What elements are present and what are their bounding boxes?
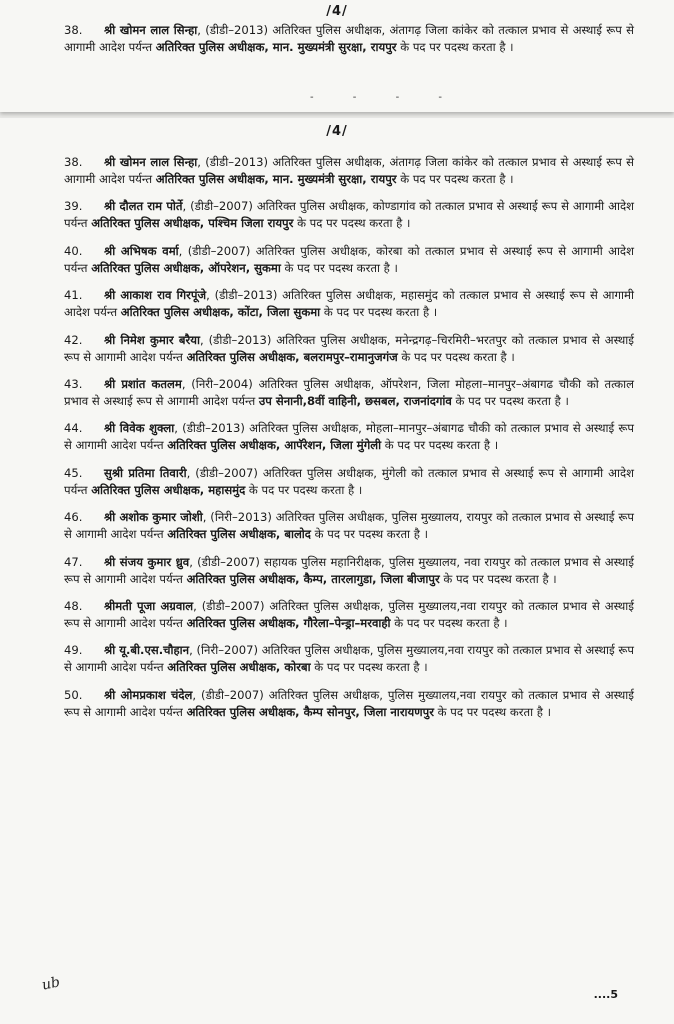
officer-name: सुश्री प्रतिमा तिवारी — [104, 465, 187, 480]
order-entry — [64, 198, 634, 232]
entry-end: के पद पर पदस्थ करता है । — [310, 660, 428, 675]
main-sheet — [0, 118, 674, 1024]
entry-end: के पद पर पदस्थ करता है । — [451, 393, 569, 408]
posting-text: अतिरिक्त पुलिस अधीक्षक, पश्चिम जिला रायपुर — [91, 216, 294, 231]
officer-name: श्री प्रशांत कतलम — [104, 376, 182, 391]
entry-number: 38. — [64, 155, 83, 169]
entry-text: , (डीडी–2007) अतिरिक्त पुलिस अधीक्षक, पुलिस मुख्यालय,नवा रायपुर को तत्काल प्रभाव से अस्थाई रूप से आगामी आदेश पर्यन्त — [64, 687, 634, 719]
entry-text: , (डीडी–2013) अतिरिक्त पुलिस अधीक्षक, मोहला–मानपुर–अंबागढ चौकी को तत्काल प्रभाव से अस्थाई रूप से आगामी आदेश पर्यन्त — [64, 421, 635, 453]
order-entry — [64, 642, 634, 676]
entry-text: , (डीडी–2013) अतिरिक्त पुलिस अधीक्षक, अंतागढ़ जिला कांकेर को तत्काल प्रभाव से अस्थाई रूप से आगामी आदेश पर्यन्त — [64, 155, 634, 186]
posting-text: अतिरिक्त पुलिस अधीक्षक, कोंटा, जिला सुकमा — [120, 305, 321, 320]
entry-end: के पद पर पदस्थ करता है । — [381, 438, 499, 453]
officer-name: श्री अभिषक वर्मा — [104, 243, 179, 258]
order-entry — [64, 554, 634, 588]
entry-number: 42. — [64, 332, 83, 347]
officer-name: श्री ओमप्रकाश चंदेल — [104, 687, 193, 702]
entry-number: 45. — [64, 465, 83, 480]
order-entry — [64, 332, 634, 366]
entry-number: 46. — [64, 510, 83, 525]
officer-name: श्रीमती पूजा अग्रवाल — [104, 598, 194, 613]
posting-text: अतिरिक्त पुलिस अधीक्षक, कैम्प, तारलागुडा, जिला बीजापुर — [186, 571, 440, 586]
entry-number: 49. — [64, 643, 83, 658]
entry-text: , (निरी–2007) अतिरिक्त पुलिस अधीक्षक, पुलिस मुख्यालय,नवा रायपुर को तत्काल प्रभाव से अस्थाई रूप से आगामी आदेश पर्यन्त — [64, 643, 634, 675]
order-list — [64, 154, 634, 731]
officer-name: श्री संजय कुमार ध्रुव — [104, 554, 190, 569]
entry-number: 44. — [64, 421, 83, 436]
entry-text: , (डीडी–2007) अतिरिक्त पुलिस अधीक्षक, कोण्डागांव को तत्काल प्रभाव से अस्थाई रूप से आगामी आदेश पर्यन्त — [64, 199, 634, 231]
entry-end: के पद पर पदस्थ करता है । — [434, 704, 552, 719]
posting-text: अतिरिक्त पुलिस अधीक्षक, मान. मुख्यमंत्री सुरक्षा, रायपुर — [155, 172, 397, 186]
entry-text: , (डीडी–2013) अतिरिक्त पुलिस अधीक्षक, मनेन्द्रगढ़–चिरमिरी–भरतपुर को तत्काल प्रभाव से अस्थाई रूप से आगामी आदेश पर्यन्त — [64, 332, 634, 364]
entry-end: के पद पर पदस्थ करता है । — [396, 172, 514, 186]
entry-text: , (डीडी–2013) अतिरिक्त पुलिस अधीक्षक, अंतागढ़ जिला कांकेर को तत्काल प्रभाव से अस्थाई रूप से आगामी आदेश पर्यन्त — [64, 23, 634, 54]
entry-number: 50. — [64, 687, 83, 702]
order-entry — [64, 420, 634, 454]
officer-name: श्री दौलत राम पोर्ते — [104, 199, 183, 214]
entry-number: 47. — [64, 554, 83, 569]
entry-end: के पद पर पदस्थ करता है । — [280, 260, 398, 275]
posting-text: अतिरिक्त पुलिस अधीक्षक, महासमुंद — [91, 482, 246, 497]
posting-text: अतिरिक्त पुलिस अधीक्षक, मान. मुख्यमंत्री सुरक्षा, रायपुर — [155, 40, 397, 54]
entry-text: , (डीडी–2007) अतिरिक्त पुलिस अधीक्षक, मुंगेली को तत्काल प्रभाव से अस्थाई रूप से आगामी आदेश पर्यन्त — [64, 465, 634, 497]
officer-name: श्री खोमन लाल सिन्हा — [104, 23, 198, 37]
next-page-marker: ....5 — [593, 988, 618, 1001]
officer-name: श्री आकाश राव गिरपूंजे — [104, 288, 207, 303]
order-entry — [64, 154, 634, 188]
entry-end: के पद पर पदस्थ करता है । — [397, 349, 515, 364]
top-entries — [64, 22, 634, 66]
entry-end: के पद पर पदस्थ करता है । — [390, 615, 508, 630]
entry-text: , (डीडी–2013) अतिरिक्त पुलिस अधीक्षक, महासमुंद को तत्काल प्रभाव से अस्थाई रूप से आगामी आदेश पर्यन्त — [64, 288, 634, 320]
handwritten-signature: ub — [40, 974, 62, 994]
entry-end: के पद पर पदस्थ करता है । — [293, 216, 411, 231]
order-entry — [64, 376, 634, 410]
order-entry — [64, 687, 634, 721]
order-entry — [64, 243, 634, 277]
entry-text: , (डीडी–2007) अतिरिक्त पुलिस अधीक्षक, पुलिस मुख्यालय,नवा रायपुर को तत्काल प्रभाव से अस्थाई रूप से आगामी आदेश पर्यन्त — [64, 598, 634, 630]
entry-number: 48. — [64, 598, 83, 613]
officer-name: श्री निमेश कुमार बरैया — [104, 332, 200, 347]
officer-name: श्री खोमन लाल सिन्हा — [104, 155, 198, 169]
posting-text: अतिरिक्त पुलिस अधीक्षक, आपॅरेशन, जिला मुंगेली — [167, 438, 382, 453]
posting-text: उप सेनानी,8वीं वाहिनी, छसबल, राजनांदगांव — [258, 393, 452, 408]
posting-text: अतिरिक्त पुलिस अधीक्षक, कैम्प सोनपुर, जिला नारायणपुर — [186, 704, 434, 719]
entry-end: के पद पर पदस्थ करता है । — [310, 527, 428, 542]
entry-text: , (डीडी–2007) अतिरिक्त पुलिस अधीक्षक, कोरबा को तत्काल प्रभाव से अस्थाई रूप से आगामी आदेश पर्यन्त — [64, 243, 634, 275]
entry-end: के पद पर पदस्थ करता है । — [439, 571, 557, 586]
top-sheet — [0, 0, 674, 112]
posting-text: अतिरिक्त पुलिस अधीक्षक, कोरबा — [167, 660, 311, 675]
order-entry — [64, 22, 634, 56]
entry-number: 38. — [64, 23, 83, 37]
entry-number: 41. — [64, 288, 83, 303]
posting-text: अतिरिक्त पुलिस अधीक्षक, बलरामपुर–रामानुजगंज — [186, 349, 398, 364]
entry-text: , (निरी–2013) अतिरिक्त पुलिस अधीक्षक, पुलिस मुख्यालय, रायपुर को तत्काल प्रभाव से अस्थाई रूप से आगामी आदेश पर्यन्त — [64, 510, 635, 542]
order-entry — [64, 598, 634, 632]
entry-text: , (डीडी–2007) सहायक पुलिस महानिरीक्षक, पुलिस मुख्यालय, नवा रायपुर को तत्काल प्रभाव से अस्थाई रूप से आगामी आदेश पर्यन्त — [64, 554, 634, 586]
officer-name: श्री यू.बी.एस.चौहान — [104, 643, 190, 658]
entry-text: , (निरी–2004) अतिरिक्त पुलिस अधीक्षक, ऑपरेशन, जिला मोहला–मानपुर–अंबागढ चौकी को तत्काल प्रभाव से अस्थाई रूप से आगामी आदेश पर्यन्त — [64, 376, 634, 408]
entry-end: के पद पर पदस्थ करता है । — [245, 482, 363, 497]
page-number: /4/ — [326, 4, 348, 19]
entry-number: 43. — [64, 376, 83, 391]
officer-name: श्री अशोक कुमार जोशी — [104, 510, 203, 525]
order-entry — [64, 509, 634, 543]
entry-end: के पद पर पदस्थ करता है । — [320, 305, 438, 320]
entry-number: 40. — [64, 243, 83, 258]
entry-end: के पद पर पदस्थ करता है । — [396, 40, 514, 54]
posting-text: अतिरिक्त पुलिस अधीक्षक, गौरेला–पेन्ड्रा–मरवाही — [186, 615, 391, 630]
page-number: /4/ — [326, 124, 348, 139]
posting-text: अतिरिक्त पुलिस अधीक्षक, ऑपरेशन, सुकमा — [91, 260, 281, 275]
entry-number: 39. — [64, 199, 83, 214]
order-entry — [64, 287, 634, 321]
cutoff-marks: - - - - — [310, 92, 460, 103]
order-entry — [64, 465, 634, 499]
posting-text: अतिरिक्त पुलिस अधीक्षक, बालोद — [167, 527, 311, 542]
officer-name: श्री विवेक शुक्ला — [104, 421, 175, 436]
